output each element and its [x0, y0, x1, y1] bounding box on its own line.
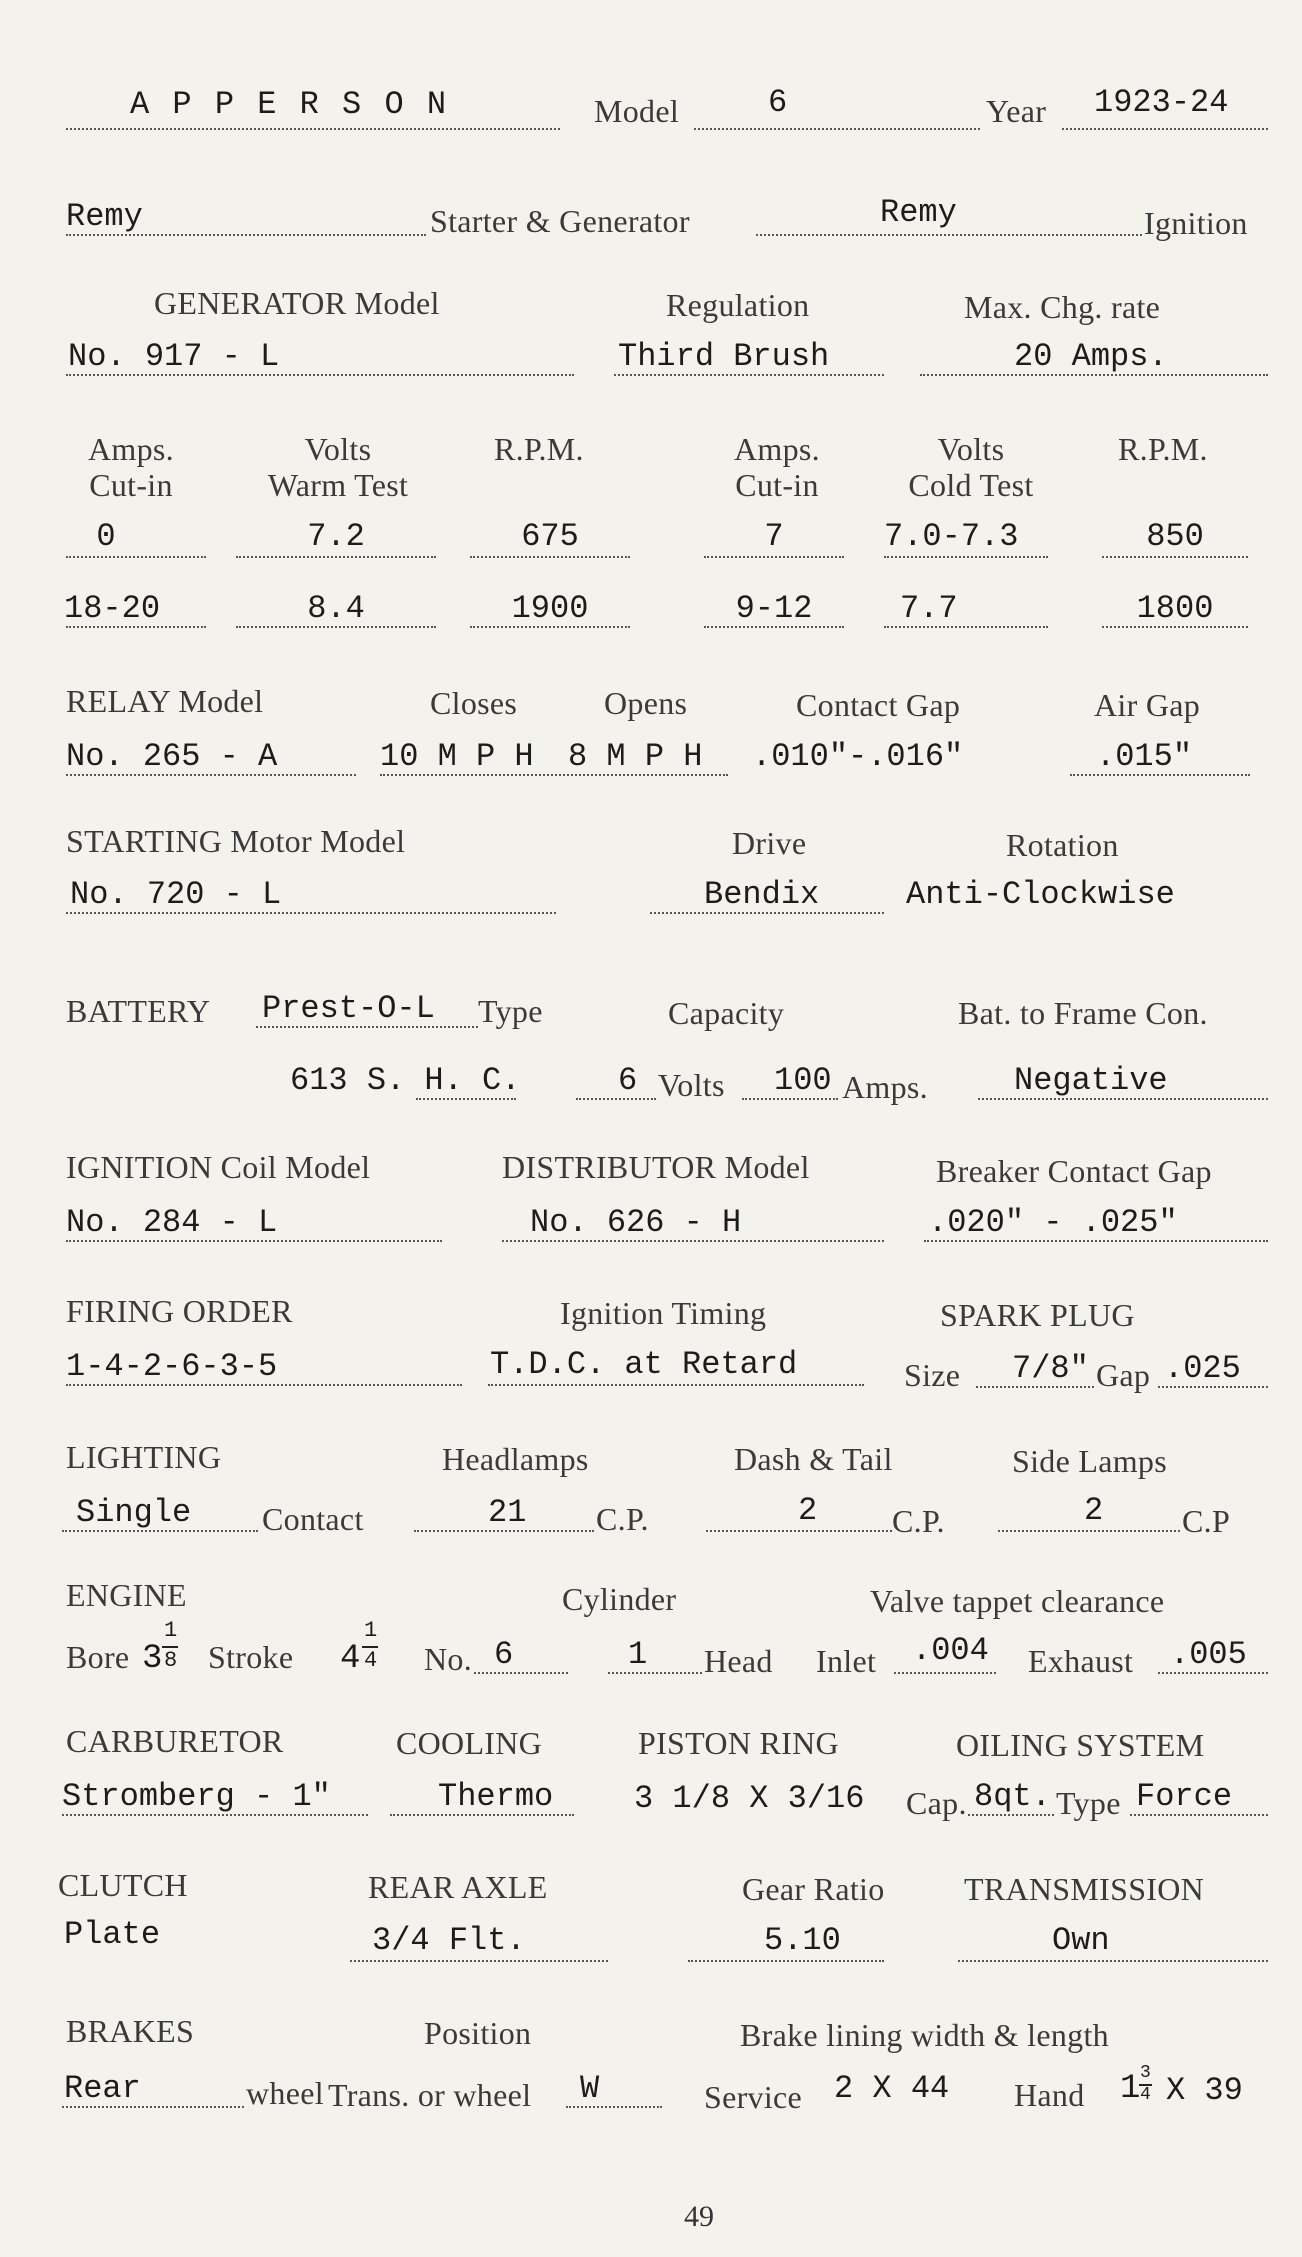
max-rate-value: 20 Amps.: [1014, 338, 1168, 375]
timing-line: [488, 1384, 864, 1386]
cold-rpm-label: R.P.M.: [1118, 431, 1208, 467]
breaker-label: Breaker Contact Gap: [936, 1153, 1212, 1189]
drive-label: Drive: [732, 825, 807, 861]
plug-size-label: Size: [904, 1357, 961, 1393]
oil-type-value: Force: [1136, 1778, 1233, 1815]
ignition-make-value: Remy: [880, 194, 957, 231]
ignition-make-line: [756, 234, 1142, 236]
cap-value: 8qt.: [974, 1778, 1051, 1815]
plug-gap-label: Gap: [1096, 1357, 1151, 1393]
max-rate-label: Max. Chg. rate: [964, 289, 1161, 325]
amps-value: 100: [774, 1062, 832, 1099]
distributor-value: No. 626 - H: [530, 1204, 742, 1241]
starting-model-label: STARTING Motor Model: [66, 823, 406, 859]
hand-label: Hand: [1014, 2077, 1085, 2113]
starter-value: Remy: [66, 198, 143, 235]
transmission-value: Own: [1052, 1922, 1110, 1959]
stroke-whole: 4: [340, 1640, 361, 1678]
cylinders-line: [474, 1672, 568, 1674]
cooling-value: Thermo: [438, 1778, 554, 1815]
relay-closes-value: 10 M P H: [380, 738, 534, 775]
clutch-label: CLUTCH: [58, 1867, 188, 1903]
make-line: [66, 128, 560, 130]
stroke-label: Stroke: [208, 1639, 294, 1675]
piston-ring-label: PISTON RING: [638, 1725, 839, 1761]
position-value: Rear: [64, 2070, 141, 2107]
warm-volts-2: 8.4: [307, 590, 365, 627]
cap-label: Cap.: [906, 1785, 967, 1821]
brakes-label: BRAKES: [66, 2013, 195, 2049]
breaker-value: .020" - .025": [928, 1204, 1178, 1241]
firing-order-label: FIRING ORDER: [66, 1293, 293, 1329]
starter-label: Starter & Generator: [430, 203, 690, 239]
headlamps-label: Headlamps: [442, 1441, 589, 1477]
inlet-line: [894, 1672, 996, 1674]
stroke-denominator: 4: [364, 1648, 378, 1673]
warm-volts-label: Volts: [304, 431, 372, 467]
side-value: 2: [1084, 1492, 1104, 1529]
engine-label: ENGINE: [66, 1577, 187, 1613]
battery-type-value: 613 S. H. C.: [290, 1062, 521, 1099]
relay-closes-label: Closes: [430, 685, 518, 721]
starting-model-value: No. 720 - L: [70, 876, 282, 913]
cell-line: [704, 556, 844, 558]
rotation-label: Rotation: [1006, 827, 1119, 863]
warm-rpm-2: 1900: [511, 590, 589, 627]
oiling-label: OILING SYSTEM: [956, 1727, 1205, 1763]
cylinders-value: 6: [494, 1636, 514, 1673]
side-cp-label: C.P: [1182, 1503, 1231, 1539]
generator-model-value: No. 917 - L: [68, 338, 280, 375]
cold-amps-2: 9-12: [735, 590, 813, 627]
bore-denominator: 8: [164, 1648, 178, 1673]
cold-amps-1: 7: [764, 518, 784, 555]
carburetor-value: Stromberg - 1": [62, 1778, 331, 1815]
lining-label: Brake lining width & length: [740, 2017, 1109, 2053]
year-line: [1062, 128, 1268, 130]
cold-test-label: Cold Test: [908, 467, 1034, 503]
relay-air-label: Air Gap: [1094, 687, 1201, 723]
year-label: Year: [986, 93, 1047, 129]
no-label: No.: [424, 1641, 473, 1677]
wheel-label: wheel: [246, 2075, 324, 2111]
clutch-value: Plate: [64, 1916, 161, 1953]
exhaust-label: Exhaust: [1028, 1643, 1134, 1679]
volts-label: Volts: [658, 1067, 725, 1103]
model-line: [694, 128, 980, 130]
year-value: 1923-24: [1094, 84, 1229, 121]
rear-axle-value: 3/4 Flt.: [372, 1922, 526, 1959]
timing-label: Ignition Timing: [560, 1295, 767, 1331]
cold-volts-2: 7.7: [900, 590, 958, 627]
drive-value: Bendix: [704, 876, 820, 913]
warm-test-label: Warm Test: [267, 467, 409, 503]
gear-ratio-value: 5.10: [764, 1922, 841, 1959]
position-label: Position: [424, 2015, 532, 2051]
distributor-label: DISTRIBUTOR Model: [502, 1149, 810, 1185]
type-label: Type: [1056, 1785, 1121, 1821]
frame-label: Bat. to Frame Con.: [958, 995, 1208, 1031]
gear-ratio-line: [688, 1960, 884, 1962]
cell-line: [66, 556, 206, 558]
regulation-label: Regulation: [666, 287, 810, 323]
relay-contact-label: Contact Gap: [796, 687, 961, 723]
model-value: 6: [768, 84, 788, 121]
battery-label: BATTERY: [66, 993, 211, 1029]
make-value: A P P E R S O N: [130, 86, 449, 123]
model-label: Model: [594, 93, 680, 129]
warm-amps-2: 18-20: [64, 590, 161, 627]
dash-line: [706, 1530, 892, 1532]
firing-order-value: 1-4-2-6-3-5: [66, 1348, 278, 1385]
generator-model-label: GENERATOR Model: [154, 285, 440, 321]
cell-line: [884, 556, 1048, 558]
coil-value: No. 284 - L: [66, 1204, 278, 1241]
side-line: [998, 1530, 1180, 1532]
warm-amps-label: Amps.: [88, 431, 174, 467]
headlamps-cp-label: C.P.: [596, 1501, 649, 1537]
battery-value: Prest-O-L: [262, 990, 435, 1027]
hand-rest-value: X 39: [1166, 2072, 1243, 2109]
coil-label: IGNITION Coil Model: [66, 1149, 371, 1185]
amps-label: Amps.: [842, 1069, 928, 1105]
bore-numerator: 1: [164, 1618, 178, 1643]
regulation-value: Third Brush: [618, 338, 830, 375]
bore-label: Bore: [66, 1639, 130, 1675]
service-label: Service: [704, 2079, 803, 2115]
relay-opens-label: Opens: [604, 685, 688, 721]
bore-whole: 3: [142, 1640, 163, 1678]
head-value: 1: [628, 1636, 648, 1673]
cylinder-label: Cylinder: [562, 1581, 677, 1617]
ignition-make-label: Ignition: [1144, 205, 1248, 241]
cold-rpm-2: 1800: [1136, 590, 1214, 627]
cold-volts-label: Volts: [937, 431, 1005, 467]
cell-line: [1102, 556, 1248, 558]
hand-denominator: 4: [1140, 2085, 1151, 2105]
transmission-label: TRANSMISSION: [964, 1871, 1205, 1907]
carburetor-label: CARBURETOR: [66, 1723, 284, 1759]
plug-size-value: 7/8": [1012, 1350, 1089, 1387]
hand-numerator: 3: [1140, 2063, 1151, 2083]
volts-value: 6: [618, 1062, 638, 1099]
contact-label: Contact: [262, 1501, 364, 1537]
exhaust-value: .005: [1170, 1636, 1247, 1673]
frame-value: Negative: [1014, 1062, 1168, 1099]
cell-line: [470, 556, 630, 558]
head-line: [608, 1672, 702, 1674]
dash-cp-label: C.P.: [892, 1503, 945, 1539]
cell-line: [236, 556, 436, 558]
cooling-label: COOLING: [396, 1725, 543, 1761]
head-label: Head: [704, 1643, 773, 1679]
lighting-label: LIGHTING: [66, 1439, 222, 1475]
capacity-label: Capacity: [668, 995, 785, 1031]
service-value: 2 X 44: [834, 2070, 950, 2107]
page-number: 49: [684, 2200, 714, 2233]
rotation-value: Anti-Clockwise: [906, 876, 1175, 913]
cold-amps-label: Amps.: [734, 431, 820, 467]
relay-contact-value: .010"-.016": [752, 738, 964, 775]
warm-volts-1: 7.2: [307, 518, 365, 555]
relay-model-value: No. 265 - A: [66, 738, 278, 775]
warm-cutin-label: Cut-in: [89, 467, 173, 503]
warm-rpm-1: 675: [521, 518, 579, 555]
contact-value: Single: [76, 1494, 192, 1531]
inlet-value: .004: [912, 1632, 989, 1669]
warm-rpm-label: R.P.M.: [494, 431, 584, 467]
transmission-line: [958, 1960, 1268, 1962]
side-lamps-label: Side Lamps: [1012, 1443, 1167, 1479]
relay-opens-value: 8 M P H: [568, 738, 703, 775]
timing-value: T.D.C. at Retard: [490, 1346, 798, 1383]
dash-value: 2: [798, 1492, 818, 1529]
dash-tail-label: Dash & Tail: [734, 1441, 893, 1477]
cold-cutin-label: Cut-in: [735, 467, 819, 503]
trans-or-wheel-label: Trans. or wheel: [328, 2077, 532, 2113]
stroke-numerator: 1: [364, 1618, 378, 1643]
spark-plug-label: SPARK PLUG: [940, 1297, 1135, 1333]
rear-axle-label: REAR AXLE: [368, 1869, 548, 1905]
rear-axle-line: [350, 1960, 608, 1962]
plug-gap-value: .025: [1164, 1350, 1241, 1387]
trans-or-wheel-value: W: [580, 2070, 600, 2107]
cold-rpm-1: 850: [1146, 518, 1204, 555]
relay-air-value: .015": [1096, 738, 1193, 775]
headlamps-value: 21: [488, 1494, 527, 1531]
gear-ratio-label: Gear Ratio: [742, 1871, 885, 1907]
hand-whole: 1: [1120, 2070, 1141, 2108]
piston-ring-value: 3 1/8 X 3/16: [634, 1780, 865, 1817]
cold-volts-1: 7.0-7.3: [884, 518, 1019, 555]
relay-model-label: RELAY Model: [66, 683, 264, 719]
inlet-label: Inlet: [816, 1643, 877, 1679]
volts-line: [576, 1098, 656, 1100]
battery-type-label: Type: [478, 993, 543, 1029]
valve-label: Valve tappet clearance: [870, 1583, 1165, 1619]
warm-amps-1: 0: [96, 518, 116, 555]
